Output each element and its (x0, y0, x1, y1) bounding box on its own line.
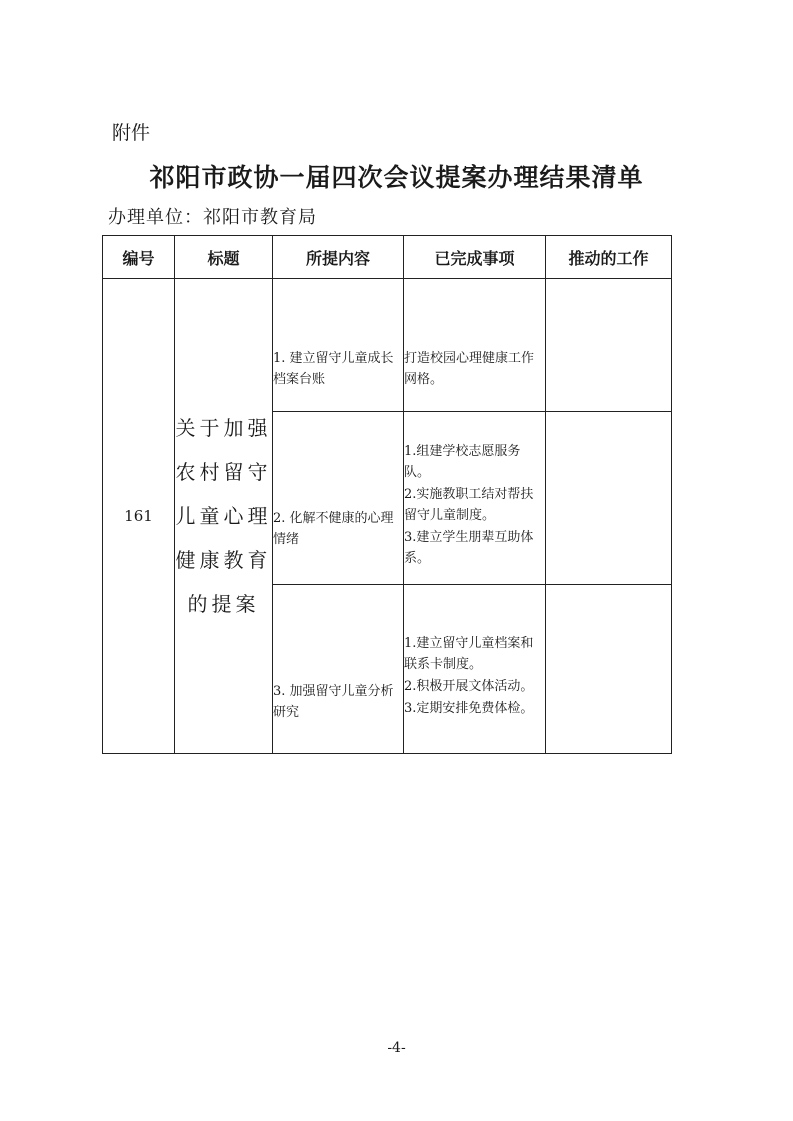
column-header-title: 标题 (175, 236, 273, 279)
completed-item: 1.建立留守儿童档案和联系卡制度。 (404, 635, 534, 672)
completed-cell (404, 279, 546, 412)
completed-item: 3.建立学生朋辈互助体系。 (404, 529, 534, 566)
table-row (103, 279, 672, 412)
follow-up-cell (546, 585, 672, 754)
content-cell: 3. 加强留守儿童分析研究 (273, 585, 404, 754)
annex-label: 附件 (112, 122, 151, 144)
document-title: 祁阳市政协一届四次会议提案办理结果清单 (149, 163, 644, 192)
proposal-number: 161 (103, 279, 175, 754)
proposal-subject: 关于加强农村留守儿童心理健康教育的提案 (175, 279, 273, 754)
result-table (102, 235, 672, 754)
page-number: -4- (387, 1040, 406, 1056)
completed-item: 1.组建学校志愿服务队。 (404, 443, 521, 480)
completed-cell (404, 412, 546, 585)
completed-item: 2.实施教职工结对帮扶留守儿童制度。 (404, 486, 534, 523)
follow-up-cell (546, 279, 672, 412)
column-header-follow-up: 推动的工作 (546, 236, 672, 279)
column-header-completed: 已完成事项 (404, 236, 546, 279)
completed-item: 2.积极开展文体活动。 (404, 678, 534, 694)
completed-cell (404, 585, 546, 754)
column-header-content: 所提内容 (273, 236, 404, 279)
content-cell: 1. 建立留守儿童成长档案台账 (273, 279, 404, 412)
content-cell: 2. 化解不健康的心理情绪 (273, 412, 404, 585)
table-header-row (103, 236, 672, 279)
completed-item: 3.定期安排免费体检。 (404, 700, 534, 716)
handling-unit: 办理单位：祁阳市教育局 (108, 207, 317, 228)
column-header-number: 编号 (103, 236, 175, 279)
completed-item: 打造校园心理健康工作网格。 (404, 350, 535, 387)
follow-up-cell (546, 412, 672, 585)
